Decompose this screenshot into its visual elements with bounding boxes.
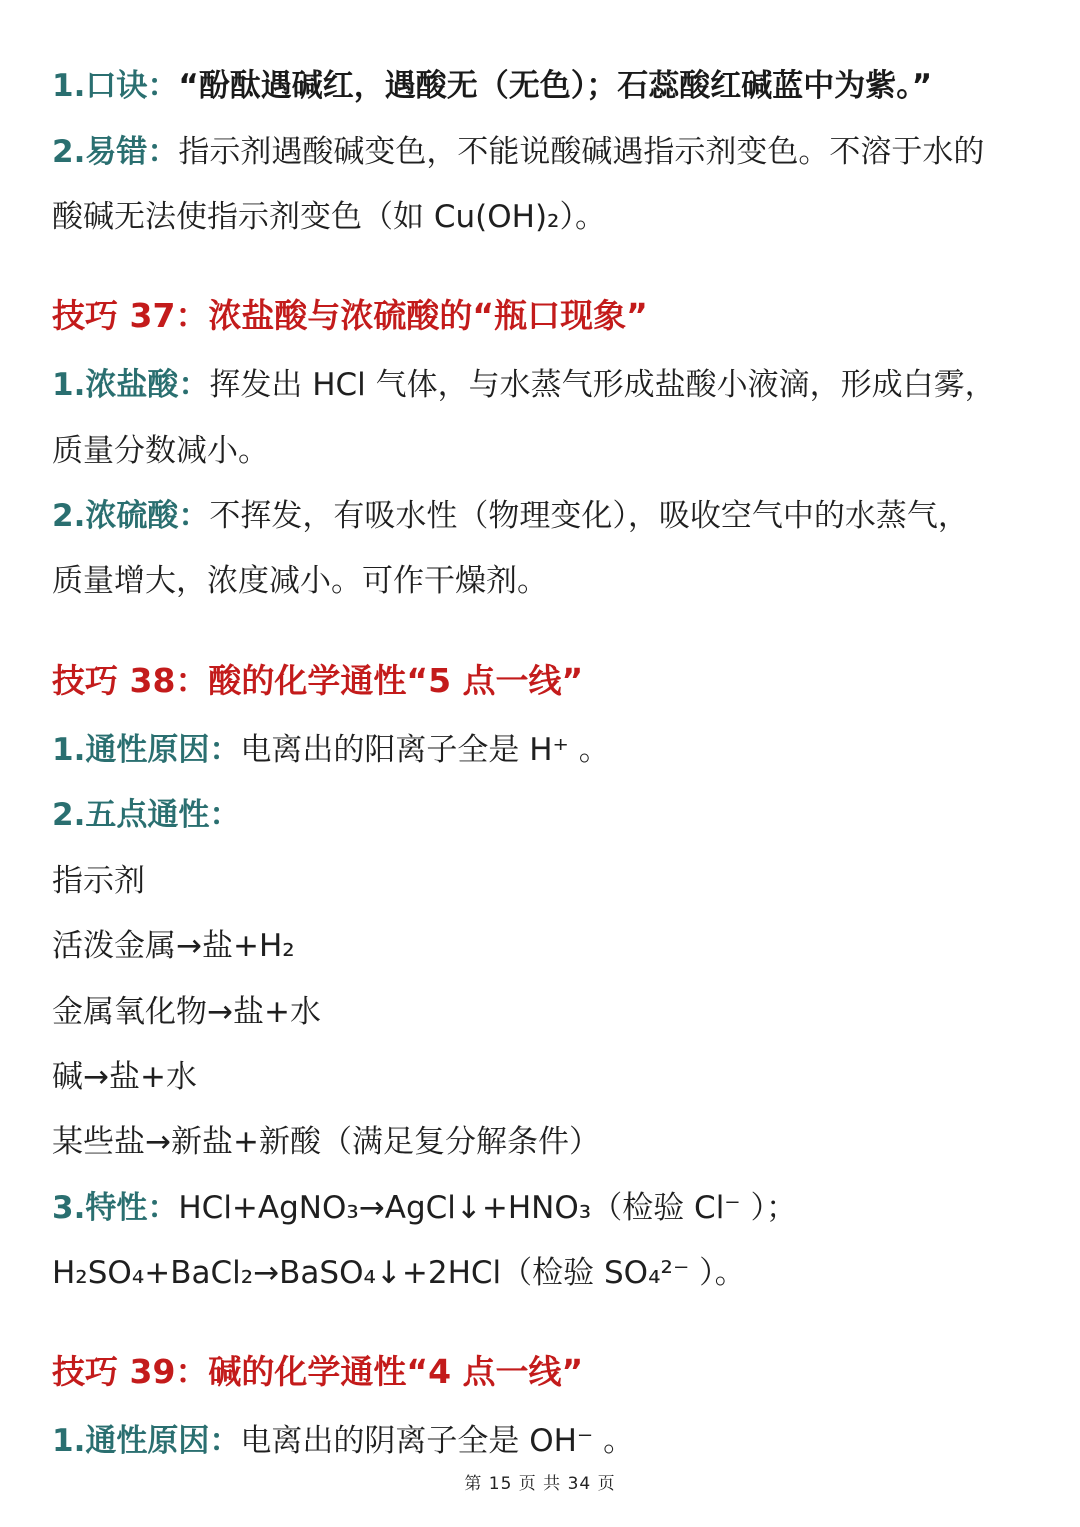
item-label: 2.浓硫酸：	[52, 498, 210, 534]
item-text: HCl+AgNO₃→AgCl↓+HNO₃（检验 Cl⁻ ）；	[178, 1190, 798, 1226]
item-text: 某些盐→新盐+新酸（满足复分解条件）	[52, 1124, 600, 1160]
item-label: 2.易错：	[52, 134, 179, 170]
property-line	[52, 1122, 1040, 1162]
conc-h2so4-line	[52, 496, 1040, 536]
special-property-line	[52, 1188, 1040, 1228]
item-label: 2.五点通性：	[52, 797, 241, 833]
section-heading-38: 技巧 38：酸的化学通性“5 点一线”	[52, 661, 584, 700]
property-line	[52, 861, 1040, 901]
property-line	[52, 926, 1040, 966]
item-label: 1.浓盐酸：	[52, 367, 210, 403]
section-heading-37: 技巧 37：浓盐酸与浓硫酸的“瓶口现象”	[52, 296, 648, 335]
item-label: 1.口诀：	[52, 68, 179, 104]
mnemonic-line	[52, 66, 1040, 106]
item-label: 1.通性原因：	[52, 1423, 241, 1459]
item-text: 电离出的阳离子全是 H⁺ 。	[240, 732, 610, 768]
continuation-line	[52, 197, 1040, 237]
item-text: H₂SO₄+BaCl₂→BaSO₄↓+2HCl（检验 SO₄²⁻ ）。	[52, 1255, 746, 1291]
item-text: 指示剂遇酸碱变色，不能说酸碱遇指示剂变色。不溶于水的	[178, 134, 985, 170]
item-text: 活泼金属→盐+H₂	[52, 928, 295, 964]
item-text: 指示剂	[52, 863, 145, 899]
item-text: 质量增大，浓度减小。可作干燥剂。	[52, 563, 548, 599]
item-text: 酸碱无法使指示剂变色（如 Cu(OH)₂）。	[52, 199, 606, 235]
common-error-line	[52, 132, 1040, 172]
five-properties-line	[52, 795, 1040, 835]
acid-cause-line	[52, 730, 1040, 770]
item-text: 不挥发，有吸水性（物理变化），吸收空气中的水蒸气，	[209, 498, 969, 534]
item-text: 电离出的阴离子全是 OH⁻ 。	[240, 1423, 635, 1459]
continuation-line	[52, 431, 1040, 471]
property-line	[52, 1057, 1040, 1097]
section-heading-39: 技巧 39：碱的化学通性“4 点一线”	[52, 1352, 584, 1391]
continuation-line	[52, 1253, 1040, 1293]
page-footer: 第 15 页 共 34 页	[464, 1474, 616, 1494]
item-text: 挥发出 HCl 气体，与水蒸气形成盐酸小液滴，形成白雾，	[209, 367, 996, 403]
mnemonic-text: “酚酞遇碱红，遇酸无（无色）；石蕊酸红碱蓝中为紫。”	[178, 68, 933, 104]
item-text: 质量分数减小。	[52, 433, 269, 469]
item-text: 金属氧化物→盐+水	[52, 994, 321, 1030]
item-text: 碱→盐+水	[52, 1059, 197, 1095]
property-line	[52, 992, 1040, 1032]
item-label: 3.特性：	[52, 1190, 179, 1226]
conc-hcl-line	[52, 365, 1040, 405]
item-label: 1.通性原因：	[52, 732, 241, 768]
continuation-line	[52, 561, 1040, 601]
base-cause-line	[52, 1421, 1040, 1461]
